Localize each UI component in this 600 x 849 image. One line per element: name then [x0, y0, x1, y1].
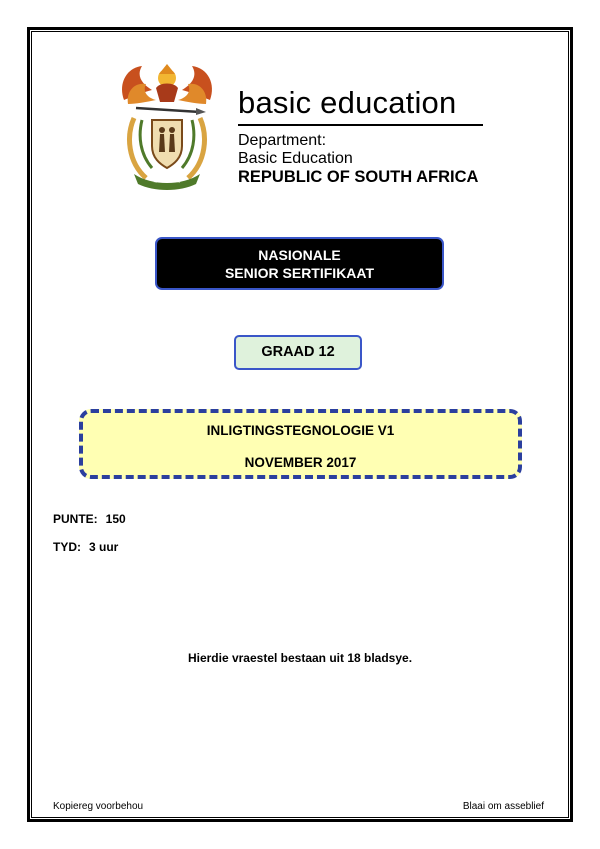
certificate-line-1: NASIONALE	[258, 247, 341, 263]
pages-note: Hierdie vraestel bestaan uit 18 bladsye.	[187, 651, 413, 665]
subject-title: INLIGTINGSTEGNOLOGIE V1	[206, 423, 395, 438]
time-row	[53, 540, 118, 554]
certificate-line-2: SENIOR SERTIFIKAAT	[224, 265, 375, 281]
footer-turn-over: Blaai om asseblief	[462, 801, 544, 812]
time-label: TYD:	[53, 540, 81, 554]
subject-box	[79, 409, 522, 479]
grade-box: GRAAD 12	[234, 335, 362, 370]
marks-row	[53, 512, 126, 526]
marks-label: PUNTE:	[53, 512, 98, 526]
footer-copyright: Kopiereg voorbehou	[53, 801, 144, 812]
exam-session: NOVEMBER 2017	[244, 455, 357, 470]
department-label: Department:	[238, 132, 327, 149]
brand-name: basic education	[238, 86, 483, 126]
certificate-box	[155, 237, 444, 290]
marks-value: 150	[105, 512, 126, 526]
brand-block	[238, 86, 483, 186]
country-name: REPUBLIC OF SOUTH AFRICA	[238, 168, 479, 186]
svg-text:~ ~ ~ ~ ~: ~ ~ ~ ~ ~	[153, 180, 181, 186]
time-value: 3 uur	[89, 540, 119, 554]
department-name: Basic Education	[238, 150, 353, 167]
coat-of-arms-icon	[112, 62, 222, 192]
